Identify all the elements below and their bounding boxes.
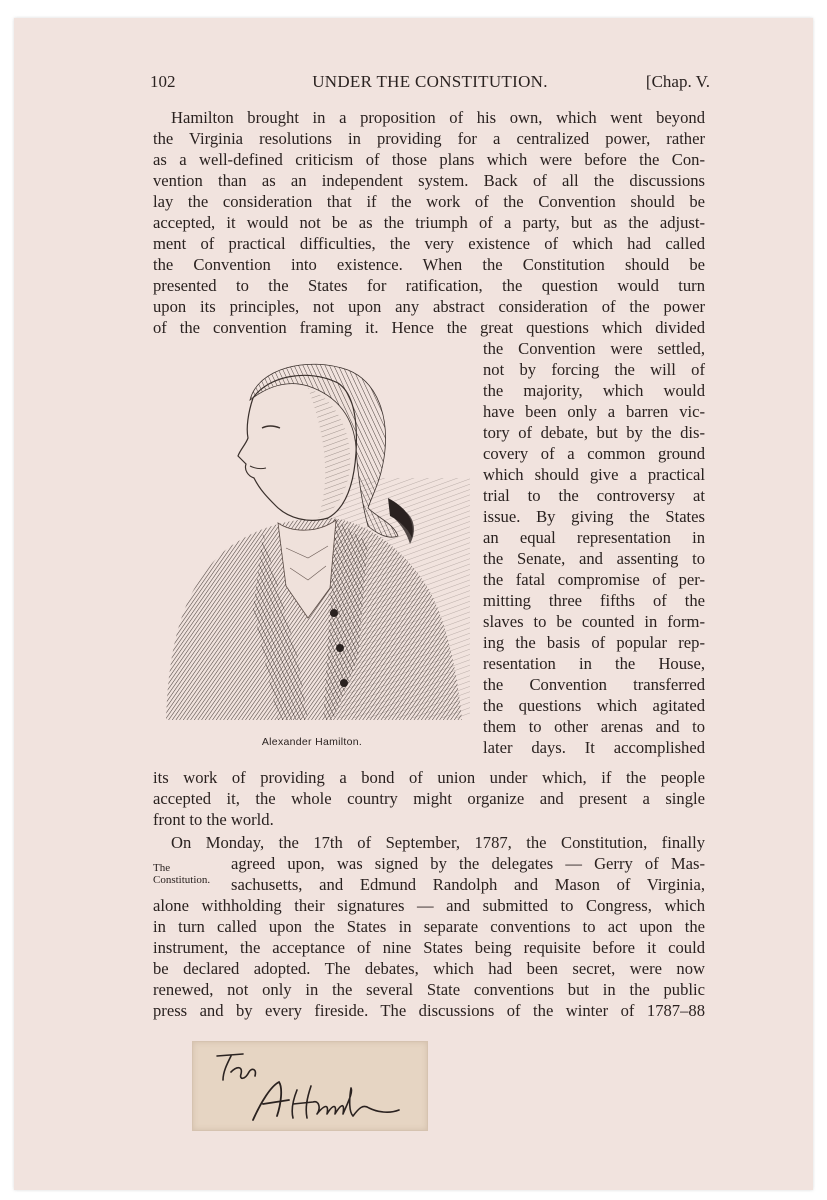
- body-line: press and by every fireside. The discussions of the winter of 1787–88: [153, 1001, 705, 1020]
- column-line: have been only a barren vic-: [483, 402, 705, 421]
- column-line: ing the basis of popular rep-: [483, 633, 705, 652]
- handwritten-signature: [193, 1042, 427, 1130]
- column-line: them to other arenas and to: [483, 717, 705, 736]
- running-title: UNDER THE CONSTITUTION.: [312, 72, 548, 91]
- hamilton-portrait-engraving: [158, 358, 470, 720]
- body-line: be declared adopted. The debates, which had been secret, were now: [153, 959, 705, 978]
- column-line: trial to the controversy at: [483, 486, 705, 505]
- column-line: covery of a common ground: [483, 444, 705, 463]
- column-line: later days. It accomplished: [483, 738, 705, 757]
- margin-note: The Constitution.: [153, 862, 211, 886]
- column-line: the majority, which would: [483, 381, 705, 400]
- column-line: which should give a practical: [483, 465, 705, 484]
- column-line: the Senate, and assenting to: [483, 549, 705, 568]
- body-line: Hamilton brought in a proposition of his own, which went beyond: [171, 108, 705, 127]
- column-line: the Convention transferred: [483, 675, 705, 694]
- column-line: slaves to be counted in form-: [483, 612, 705, 631]
- body-line: renewed, not only in the several State conventions but in the public: [153, 980, 705, 999]
- column-line: resentation in the House,: [483, 654, 705, 673]
- column-line: the questions which agitated: [483, 696, 705, 715]
- column-line: an equal representation in: [483, 528, 705, 547]
- body-line: vention than as an independent system. Back of all the discussions: [153, 171, 705, 190]
- body-line: instrument, the acceptance of nine States being requisite before it could: [153, 938, 705, 957]
- body-line: the Convention into existence. When the Constitution should be: [153, 255, 705, 274]
- column-line: mitting three fifths of the: [483, 591, 705, 610]
- body-line: sachusetts, and Edmund Randolph and Mason of Virginia,: [231, 875, 705, 894]
- column-line: the Convention were settled,: [483, 339, 705, 358]
- body-line: presented to the States for ratification, the question would turn: [153, 276, 705, 295]
- chapter-label: [Chap. V.: [645, 72, 710, 91]
- page-number: 102: [150, 72, 176, 91]
- body-line: the Virginia resolutions in providing for a centralized power, rather: [153, 129, 705, 148]
- body-line: in turn called upon the States in separate conventions to act upon the: [153, 917, 705, 936]
- body-line: agreed upon, was signed by the delegates — Gerry of Mas-: [231, 854, 705, 873]
- body-line: lay the consideration that if the work of the Convention should be: [153, 192, 705, 211]
- running-header: [150, 72, 710, 96]
- column-line: the fatal compromise of per-: [483, 570, 705, 589]
- body-line: On Monday, the 17th of September, 1787, the Constitution, finally: [171, 833, 705, 852]
- body-line: accepted it, the whole country might organize and present a single: [153, 789, 705, 808]
- body-line: as a well-defined criticism of those plans which were before the Con-: [153, 150, 705, 169]
- signature-clipping: [192, 1041, 428, 1131]
- column-line: issue. By giving the States: [483, 507, 705, 526]
- portrait-caption: Alexander Hamilton.: [261, 736, 363, 748]
- body-line: accepted, it would not be as the triumph of a party, but as the adjust-: [153, 213, 705, 232]
- column-line: tory of debate, but by the dis-: [483, 423, 705, 442]
- body-line: upon its principles, not upon any abstract consideration of the power: [153, 297, 705, 316]
- body-line: front to the world.: [153, 810, 274, 829]
- body-line: of the convention framing it. Hence the great questions which divided: [153, 318, 705, 337]
- body-line: alone withholding their signatures — and submitted to Congress, which: [153, 896, 705, 915]
- body-line: its work of providing a bond of union under which, if the people: [153, 768, 705, 787]
- column-line: not by forcing the will of: [483, 360, 705, 379]
- body-line: ment of practical difficulties, the very existence of which had called: [153, 234, 705, 253]
